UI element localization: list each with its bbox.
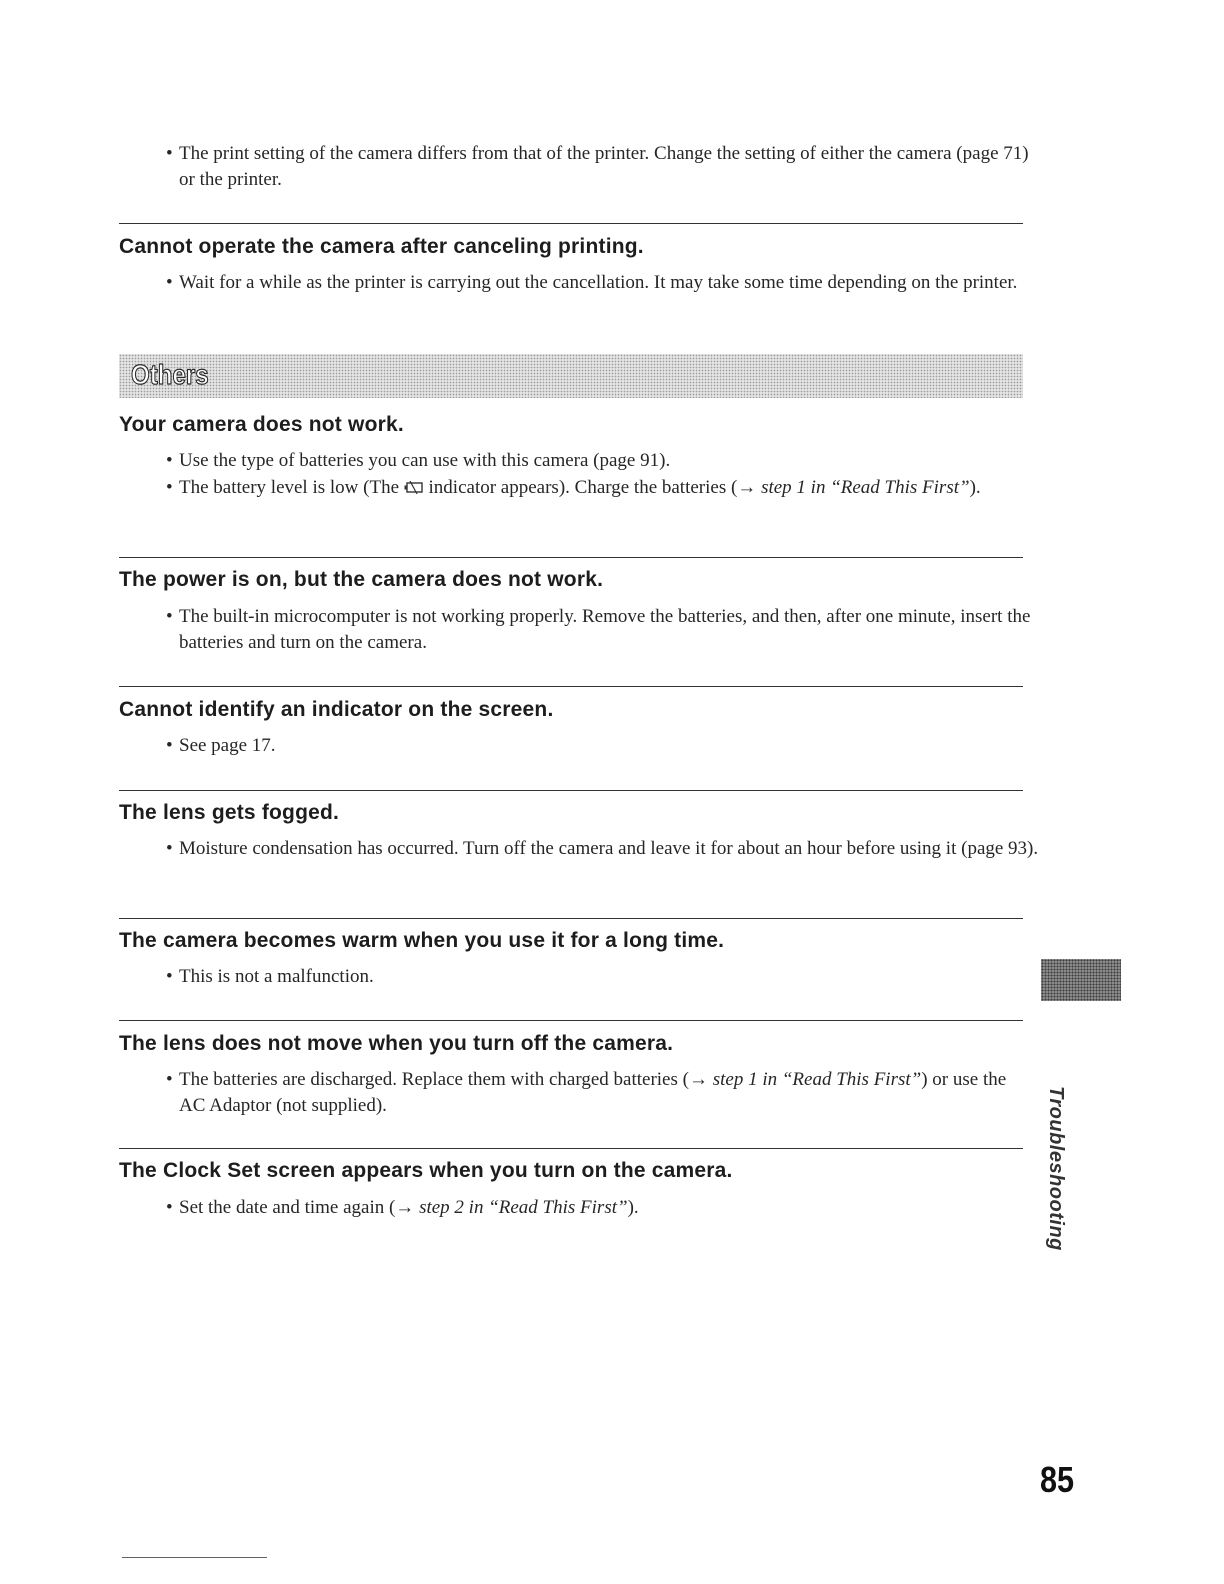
divider-rule — [119, 1020, 1023, 1021]
bullet-dot: • — [166, 143, 173, 164]
bullet-text: indicator appears). Charge the batteries (→ — [428, 477, 757, 498]
section-title: Others — [131, 359, 209, 390]
bullet-text: This is not a malfunction. — [179, 966, 374, 987]
divider-rule — [119, 790, 1023, 791]
bullet-condensation — [166, 836, 1039, 862]
bullet-microcomputer — [166, 604, 1039, 656]
bullet-text-end: ). — [627, 1197, 639, 1218]
bullet-batteries-discharged — [166, 1067, 1019, 1119]
chapter-tab-label: Troubleshooting — [1045, 1086, 1067, 1251]
divider-rule — [119, 1148, 1023, 1149]
heading-camera-not-work: Your camera does not work. — [119, 413, 404, 436]
bullet-set-date — [166, 1195, 1039, 1221]
chapter-tab-marker — [1041, 959, 1121, 1001]
bullet-dot: • — [166, 838, 173, 859]
bullet-text: The batteries are discharged. Replace them with charged batteries (→ — [179, 1069, 708, 1090]
bullet-dot: • — [166, 606, 173, 627]
bullet-text: Wait for a while as the printer is carrying out the cancellation. It may take some time depending on the printer. — [179, 272, 1018, 293]
heading-lens-fogged: The lens gets fogged. — [119, 801, 340, 824]
bullet-battery-type — [166, 448, 1039, 474]
divider-rule — [119, 918, 1023, 919]
bullet-text: See page 17. — [179, 735, 276, 756]
bullet-text-end: ). — [969, 477, 981, 498]
bullet-dot: • — [166, 1197, 173, 1218]
bullet-not-malfunction — [166, 964, 1039, 990]
page-number: 85 — [1040, 1459, 1075, 1500]
bullet-cancel-printing — [166, 270, 1039, 296]
heading-identify-indicator: Cannot identify an indicator on the screen. — [119, 698, 554, 721]
bullet-text: Moisture condensation has occurred. Turn off the camera and leave it for about an hour before using it (page 93). — [179, 838, 1039, 859]
heading-clock-set: The Clock Set screen appears when you turn on the camera. — [119, 1159, 733, 1182]
heading-cancel-printing: Cannot operate the camera after canceling printing. — [119, 235, 644, 258]
intro-bullet-text: The print setting of the camera differs from that of the printer. Change the setting of either the camera (page 71) or the printer. — [179, 143, 1029, 190]
bullet-dot: • — [166, 272, 173, 293]
bullet-text-end: ) or use the AC Adaptor (not supplied). — [179, 1069, 1007, 1116]
bullet-text: The built-in microcomputer is not working properly. Remove the batteries, and then, after one minute, insert the batteries and turn on the camera. — [179, 606, 1031, 653]
section-bar-others — [119, 354, 1023, 398]
footer-rule — [122, 1557, 267, 1558]
divider-rule — [119, 686, 1023, 687]
heading-power-on: The power is on, but the camera does not work. — [119, 568, 604, 591]
heading-lens-not-move: The lens does not move when you turn off the camera. — [119, 1032, 674, 1055]
divider-rule — [119, 223, 1023, 224]
bullet-dot: • — [166, 966, 173, 987]
bullet-dot: • — [166, 735, 173, 756]
bullet-dot: • — [166, 1069, 173, 1090]
heading-camera-warm: The camera becomes warm when you use it for a long time. — [119, 929, 725, 952]
bullet-dot: • — [166, 450, 173, 471]
battery-icon — [404, 481, 424, 494]
cross-reference: step 1 in “Read This First” — [761, 477, 970, 498]
bullet-see-page — [166, 733, 1039, 759]
bullet-battery-low — [166, 475, 1039, 501]
bullet-text: Set the date and time again (→ — [179, 1197, 415, 1218]
intro-bullet — [166, 141, 1039, 193]
bullet-dot: • — [166, 477, 173, 498]
bullet-text: The battery level is low (The — [179, 477, 400, 498]
bullet-text: Use the type of batteries you can use with this camera (page 91). — [179, 450, 671, 471]
cross-reference: step 1 in “Read This First” — [712, 1069, 922, 1090]
cross-reference: step 2 in “Read This First” — [419, 1197, 628, 1218]
divider-rule — [119, 557, 1023, 558]
